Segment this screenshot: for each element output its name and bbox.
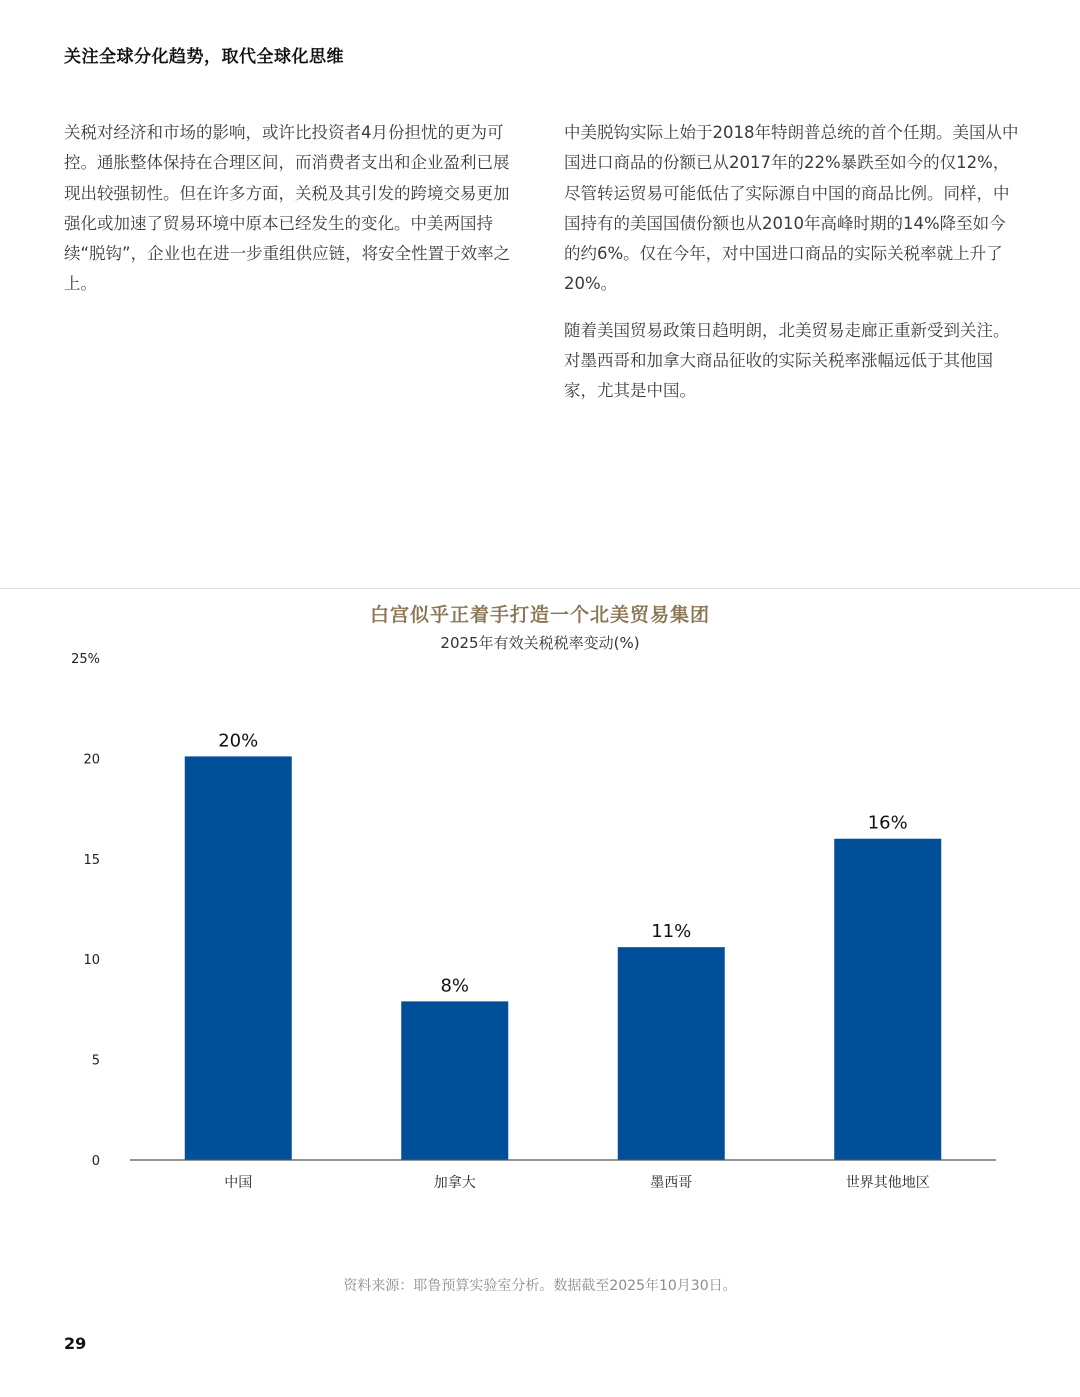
source-note: 资料来源：耶鲁预算实验室分析。数据截至2025年10月30日。 (343, 1278, 737, 1294)
y-tick-label: 15 (83, 852, 100, 868)
page-number: 29 (64, 1334, 87, 1353)
chart-title: 白宫似乎正着手打造一个北美贸易集团 (369, 604, 710, 626)
right-text-column (564, 118, 1019, 423)
x-tick-label: 中国 (224, 1175, 253, 1191)
bar (401, 1001, 508, 1160)
bar (185, 756, 292, 1160)
bar (834, 839, 941, 1160)
chart-subtitle: 2025年有效关税税率变动(%) (440, 634, 640, 652)
y-tick-label: 20 (83, 752, 100, 768)
left-text-column (64, 118, 519, 316)
page-header-title: 关注全球分化趋势，取代全球化思维 (64, 47, 344, 67)
x-tick-label: 加拿大 (433, 1175, 476, 1191)
data-label: 11% (651, 921, 692, 943)
left-paragraph-1: 关税对经济和市场的影响，或许比投资者4月份担忧的更为可控。通胀整体保持在合理区间，而消费者支出和企业盈利已展现出较强韧性。但在许多方面，关税及其引发的跨境交易更加强化或加速了贸易环境中原本已经发生的变化。中美两国持续“脱钩”，企业也在进一步重组供应链，将安全性置于效率之上。 (64, 123, 511, 294)
x-tick-label: 世界其他地区 (845, 1175, 930, 1191)
data-label: 16% (867, 812, 908, 834)
data-label: 8% (440, 975, 470, 997)
y-tick-label: 5 (91, 1053, 100, 1069)
right-paragraph-1: 中美脱钩实际上始于2018年特朗普总统的首个任期。美国从中国进口商品的份额已从2017年的22%暴跌至如今的仅12%，尽管转运贸易可能低估了实际源自中国的商品比例。同样，中国持有的美国国债份额也从2010年高峰时期的14%降至如今的约6%。仅在今年，对中国进口商品的实际关税率就上升了20%。 (564, 123, 1019, 294)
y-tick-label: 25% (71, 652, 100, 667)
section-divider (0, 588, 1080, 589)
bar (618, 947, 725, 1160)
data-label: 20% (218, 730, 259, 752)
x-tick-label: 墨西哥 (650, 1175, 693, 1191)
bar-chart (0, 640, 1080, 1210)
y-tick-label: 10 (83, 953, 100, 969)
right-paragraph-2: 随着美国贸易政策日趋明朗，北美贸易走廊正重新受到关注。对墨西哥和加拿大商品征收的实际关税率涨幅远低于其他国家，尤其是中国。 (564, 320, 1010, 401)
y-tick-label: 0 (91, 1154, 100, 1169)
